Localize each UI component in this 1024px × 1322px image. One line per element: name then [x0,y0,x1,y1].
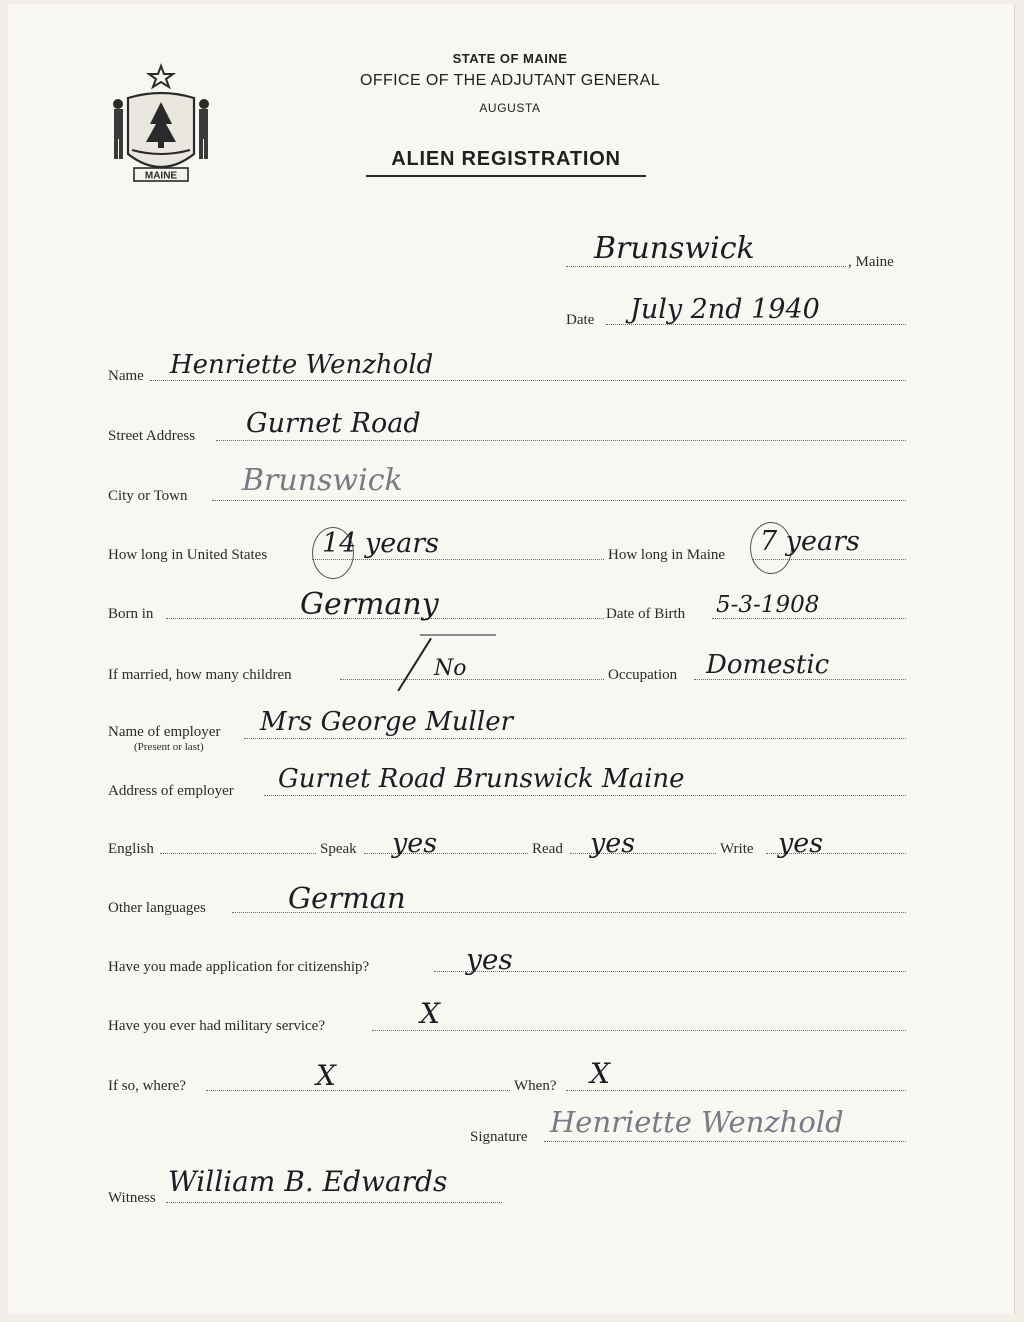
citizenship-value: yes [466,943,513,976]
date-of-birth-line [712,618,906,619]
read-label: Read [532,841,563,857]
employer-value: Mrs George Muller [260,707,514,737]
witness-label: Witness [108,1190,156,1206]
write-value: yes [778,828,824,859]
how-long-us-line [312,559,604,560]
how-long-maine-label: How long in Maine [608,547,726,563]
where-label: If so, where? [108,1078,186,1094]
employer-address-line [264,795,906,796]
when-line [566,1090,906,1091]
seal-banner-text: MAINE [144,170,178,182]
children-value: No [434,656,467,681]
maine-suffix-label: , Maine [848,254,894,270]
other-languages-value: German [288,881,406,915]
citizenship-label: Have you made application for citizenship? [108,959,370,975]
employer-address-label: Address of employer [108,783,234,799]
speak-value: yes [392,828,438,859]
date-value: July 2nd 1940 [630,294,820,325]
name-value: Henriette Wenzhold [170,350,434,380]
form-page [8,4,1015,1314]
maine-years-value: 7 years [760,526,860,557]
date-of-birth-label: Date of Birth [606,606,686,622]
born-in-label: Born in [108,606,154,622]
when-label: When? [514,1078,557,1094]
name-line [150,380,906,381]
where-line [206,1090,510,1091]
witness-value: William B. Edwards [168,1165,448,1198]
us-years-value: 14 years [322,528,440,559]
military-label: Have you ever had military service? [108,1018,325,1034]
office-heading: OFFICE OF THE ADJUTANT GENERAL [359,72,661,89]
title-underline [366,175,646,177]
city-town-label: City or Town [108,488,188,504]
form-title: ALIEN REGISTRATION [391,148,621,170]
name-label: Name [108,368,144,384]
town-line [566,266,846,267]
born-in-underline-stroke [420,634,496,636]
street-label: Street Address [108,428,196,444]
speak-line [364,853,528,854]
signature-line [544,1141,906,1142]
street-value: Gurnet Road [246,408,421,439]
town-value: Brunswick [594,231,755,266]
when-value: X [590,1057,610,1090]
born-in-value: Germany [300,587,439,622]
write-label: Write [720,841,754,857]
children-label: If married, how many children [108,667,292,683]
employer-sublabel: (Present or last) [134,741,204,753]
state-heading: STATE OF MAINE [452,51,568,66]
date-label: Date [566,312,595,328]
where-value: X [316,1059,336,1092]
how-long-us-label: How long in United States [108,547,268,563]
city-town-line [212,500,906,501]
speak-label: Speak [320,841,357,857]
occupation-value: Domestic [706,650,830,680]
read-value: yes [590,828,636,859]
street-line [216,440,906,441]
employer-label: Name of employer [108,724,221,740]
occupation-label: Occupation [608,667,678,683]
employer-address-value: Gurnet Road Brunswick Maine [278,764,685,794]
english-line [160,853,316,854]
city-heading: AUGUSTA [479,101,541,115]
english-label: English [108,841,154,857]
city-town-value: Brunswick [242,463,403,498]
military-value: X [420,997,440,1030]
maine-state-seal [106,62,216,188]
other-languages-label: Other languages [108,900,206,916]
military-line [372,1030,906,1031]
employer-line [244,738,906,739]
witness-line [166,1202,502,1203]
signature-value: Henriette Wenzhold [550,1105,844,1139]
children-line [340,679,604,680]
signature-label: Signature [470,1129,528,1145]
date-of-birth-value: 5-3-1908 [716,592,820,618]
